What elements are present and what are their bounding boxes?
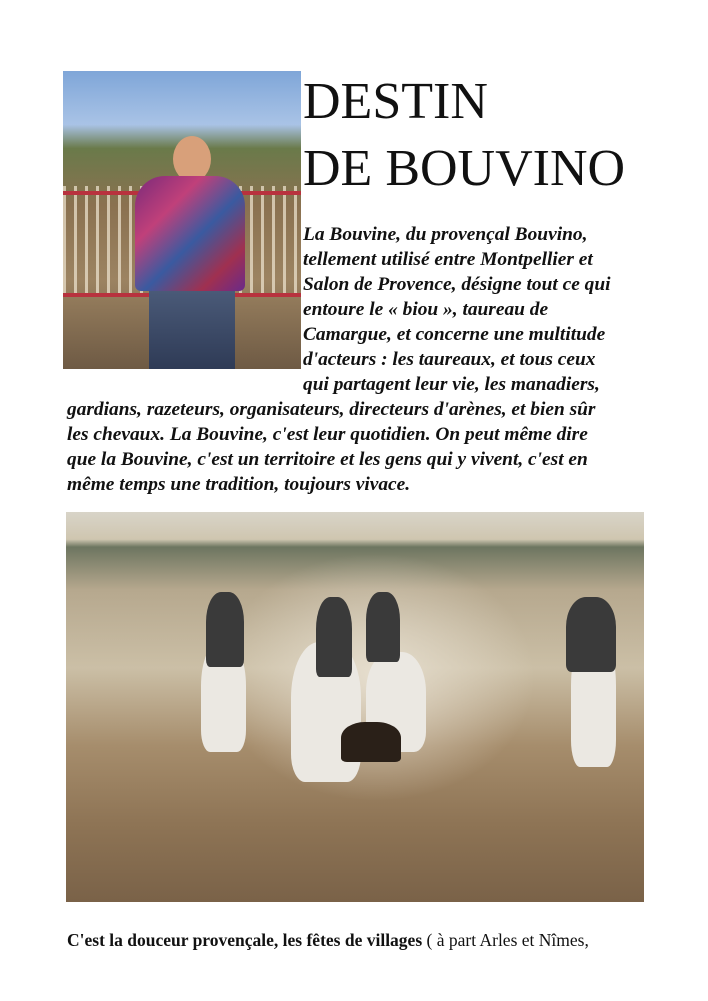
intro-line: que la Bouvine, c'est un territoire et les gens qui y vivent, c'est en: [67, 449, 588, 470]
intro-line: entoure le « biou », taureau de: [303, 299, 549, 320]
intro-line: Camargue, et concerne une multitude: [303, 324, 606, 345]
body-paragraph-start: [67, 930, 589, 951]
regular-text: ( à part Arles et Nîmes,: [422, 930, 589, 950]
page-title-line-2: DE BOUVINO: [303, 140, 626, 197]
intro-line: Salon de Provence, désigne tout ce qui: [303, 274, 611, 295]
intro-line: gardians, razeteurs, organisateurs, directeurs d'arènes, et bien sûr: [67, 399, 596, 420]
photo-gardians-horses: [66, 512, 644, 902]
photo-manadier: [63, 71, 301, 369]
intro-line: les chevaux. La Bouvine, c'est leur quotidien. On peut même dire: [67, 424, 588, 445]
intro-line: même temps une tradition, toujours vivace.: [67, 474, 411, 495]
intro-line: qui partagent leur vie, les manadiers,: [303, 374, 600, 395]
bold-lead: C'est la douceur provençale, les fêtes de villages: [67, 930, 423, 950]
intro-line: La Bouvine, du provençal Bouvino,: [303, 224, 588, 245]
page-title-line-1: DESTIN: [303, 73, 488, 130]
intro-line: d'acteurs : les taureaux, et tous ceux: [303, 349, 596, 370]
intro-line: tellement utilisé entre Montpellier et: [303, 249, 593, 270]
